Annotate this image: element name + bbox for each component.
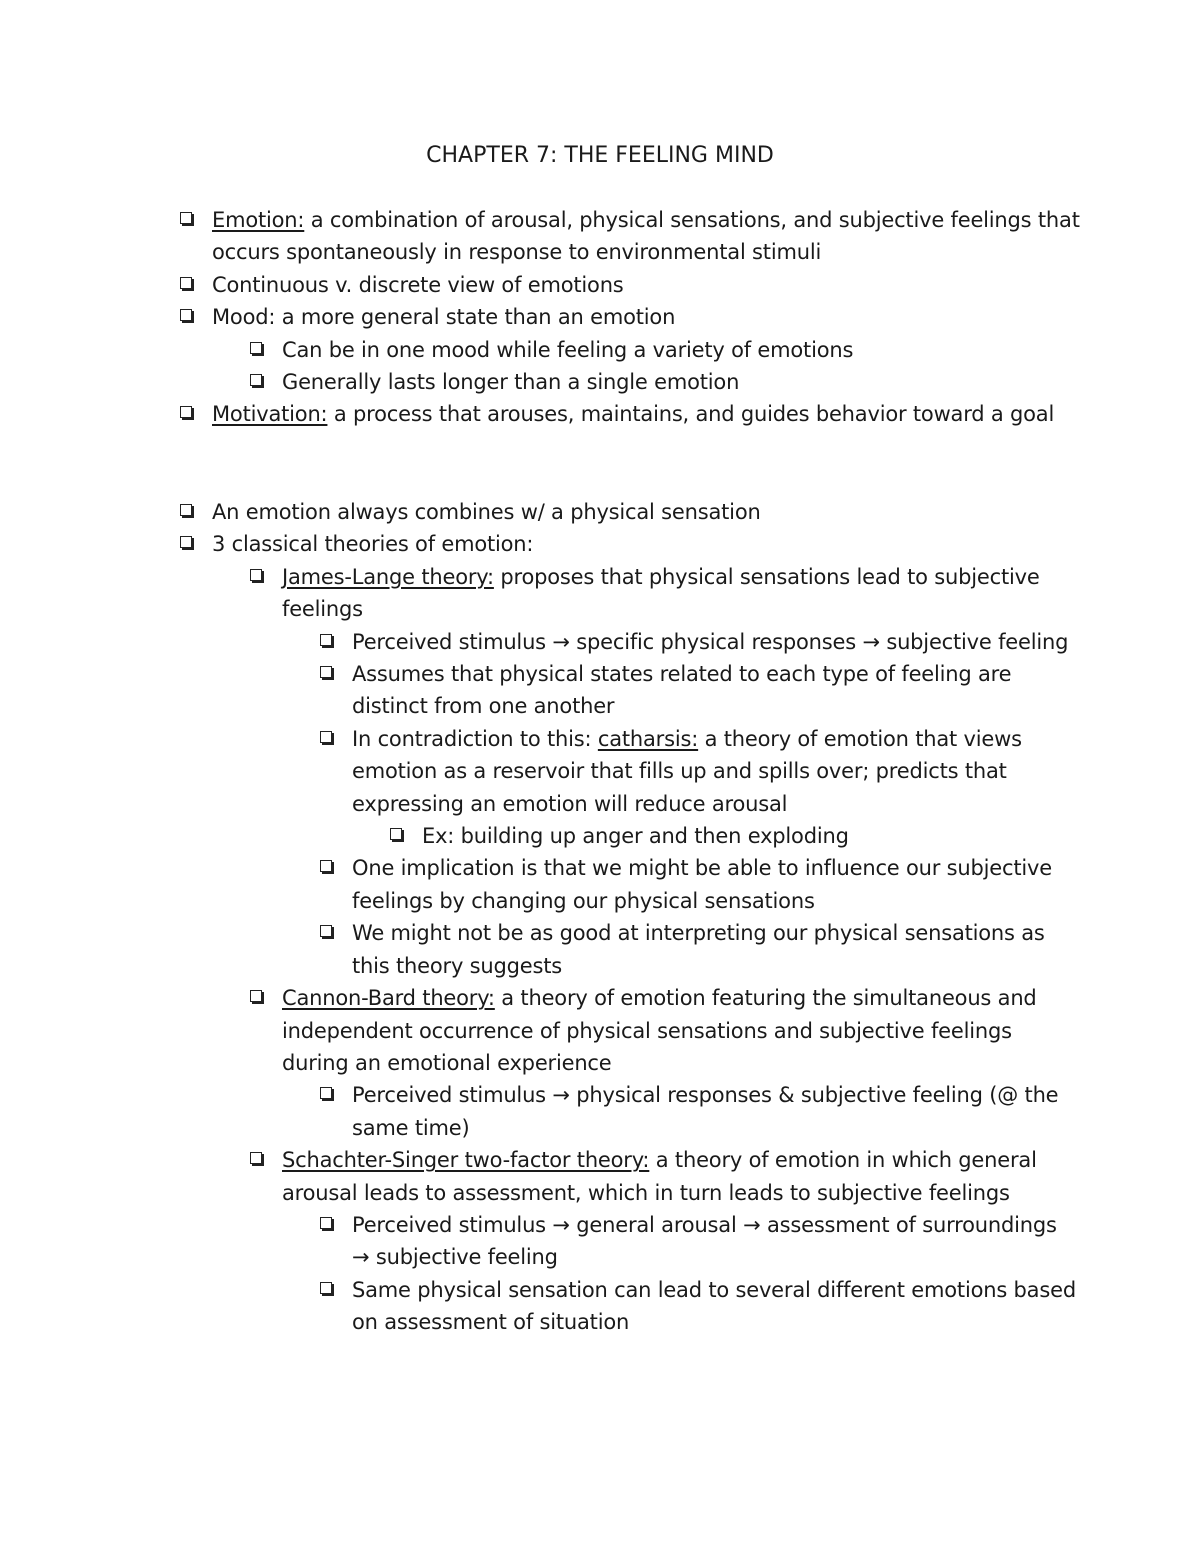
list-item xyxy=(320,1079,1080,1144)
sublist-container xyxy=(250,626,1080,982)
definition: a process that arouses, maintains, and guides behavior toward a goal xyxy=(327,402,1055,427)
checkbox-icon xyxy=(250,990,262,1002)
schachter-sublist xyxy=(250,1209,1080,1339)
list-item xyxy=(180,269,1080,301)
item-text: Continuous v. discrete view of emotions xyxy=(212,272,624,297)
item-text: Same physical sensation can lead to several different emotions based on assessment of situation xyxy=(352,1277,1076,1335)
sublist-container xyxy=(180,334,1080,399)
item-prefix: In contradiction to this: xyxy=(352,726,598,751)
list-item xyxy=(250,366,1080,398)
definition: a theory of emotion that views emotion as a reservoir that fills up and spills over; predicts that expressing an emotion will reduce arousal xyxy=(352,726,1022,816)
catharsis-sublist xyxy=(320,820,1080,852)
checkbox-icon xyxy=(180,309,192,321)
item-text: Perceived stimulus → physical responses & subjective feeling (@ the same time) xyxy=(352,1083,1059,1140)
checkbox-icon xyxy=(250,569,262,581)
list-item xyxy=(250,334,1080,366)
item-text: Ex: building up anger and then exploding xyxy=(422,824,849,849)
checkbox-icon xyxy=(390,828,402,840)
list-item xyxy=(250,561,1080,626)
list-item xyxy=(320,917,1080,982)
checkbox-icon xyxy=(320,925,332,937)
list-item xyxy=(180,204,1080,269)
sublist-container xyxy=(320,820,1080,852)
sublist-container xyxy=(250,1209,1080,1339)
checkbox-icon xyxy=(320,860,332,872)
term: Emotion: xyxy=(212,208,305,232)
checkbox-icon xyxy=(180,536,192,548)
checkbox-icon xyxy=(180,504,192,516)
definition: a theory of emotion featuring the simultaneous and independent occurrence of physical sensations and subjective feelings during an emotional experience xyxy=(282,986,1037,1075)
notes-list-2 xyxy=(180,496,1080,1339)
checkbox-icon xyxy=(180,277,192,289)
list-item xyxy=(180,528,1080,560)
item-text: Can be in one mood while feeling a variety of emotions xyxy=(282,337,854,362)
theories-sublist xyxy=(180,561,1080,1339)
page-title: CHAPTER 7: THE FEELING MIND xyxy=(426,143,774,168)
list-item xyxy=(320,658,1080,723)
cannon-sublist xyxy=(250,1079,1080,1144)
checkbox-icon xyxy=(320,666,332,678)
list-item xyxy=(250,982,1080,1079)
list-item xyxy=(180,398,1080,430)
checkbox-icon xyxy=(250,1152,262,1164)
sublist-container xyxy=(180,561,1080,1339)
james-sublist xyxy=(250,626,1080,982)
term: Cannon-Bard theory: xyxy=(282,986,495,1011)
notes-list xyxy=(180,204,1080,431)
checkbox-icon xyxy=(250,342,262,354)
item-text: Perceived stimulus → general arousal → assessment of surroundings → subjective feeling xyxy=(352,1212,1057,1270)
term: catharsis: xyxy=(597,726,699,751)
sublist-container xyxy=(250,1079,1080,1144)
checkbox-icon xyxy=(320,1282,332,1294)
list-item xyxy=(320,852,1080,917)
list-item xyxy=(320,1209,1080,1274)
item-text: Perceived stimulus → specific physical responses → subjective feeling xyxy=(352,629,1069,654)
list-item xyxy=(320,723,1080,820)
item-text: One implication is that we might be able to influence our subjective feelings by changing our physical sensations xyxy=(352,856,1052,913)
item-text: Assumes that physical states related to each type of feeling are distinct from one another xyxy=(352,662,1012,719)
item-text: Generally lasts longer than a single emotion xyxy=(282,370,740,395)
term: James-Lange theory: xyxy=(282,564,494,589)
checkbox-icon xyxy=(250,374,262,386)
item-text: Mood: a more general state than an emotion xyxy=(212,305,676,330)
checkbox-icon xyxy=(320,1217,332,1229)
list-item xyxy=(390,820,1080,852)
definition: a combination of arousal, physical sensations, and subjective feelings that occurs spontaneously in response to environmental stimuli xyxy=(212,208,1080,265)
list-item xyxy=(250,1144,1080,1209)
term: Motivation: xyxy=(212,402,328,427)
item-text: An emotion always combines w/ a physical sensation xyxy=(212,500,761,524)
definition: a theory of emotion in which general arousal leads to assessment, which in turn leads to subjective feelings xyxy=(282,1148,1037,1205)
checkbox-icon xyxy=(320,634,332,646)
item-text: We might not be as good at interpreting our physical sensations as this theory suggests xyxy=(352,921,1045,978)
term: Schachter-Singer two-factor theory: xyxy=(282,1148,650,1173)
checkbox-icon xyxy=(180,212,192,224)
list-item xyxy=(180,496,1080,528)
list-item xyxy=(320,1274,1080,1339)
checkbox-icon xyxy=(320,1087,332,1099)
list-item xyxy=(180,301,1080,333)
checkbox-icon xyxy=(320,731,332,743)
checkbox-icon xyxy=(180,406,192,418)
definition: proposes that physical sensations lead to subjective feelings xyxy=(282,564,1040,622)
item-text: 3 classical theories of emotion: xyxy=(212,532,534,557)
list-item xyxy=(320,626,1080,658)
mood-sublist xyxy=(180,334,1080,399)
